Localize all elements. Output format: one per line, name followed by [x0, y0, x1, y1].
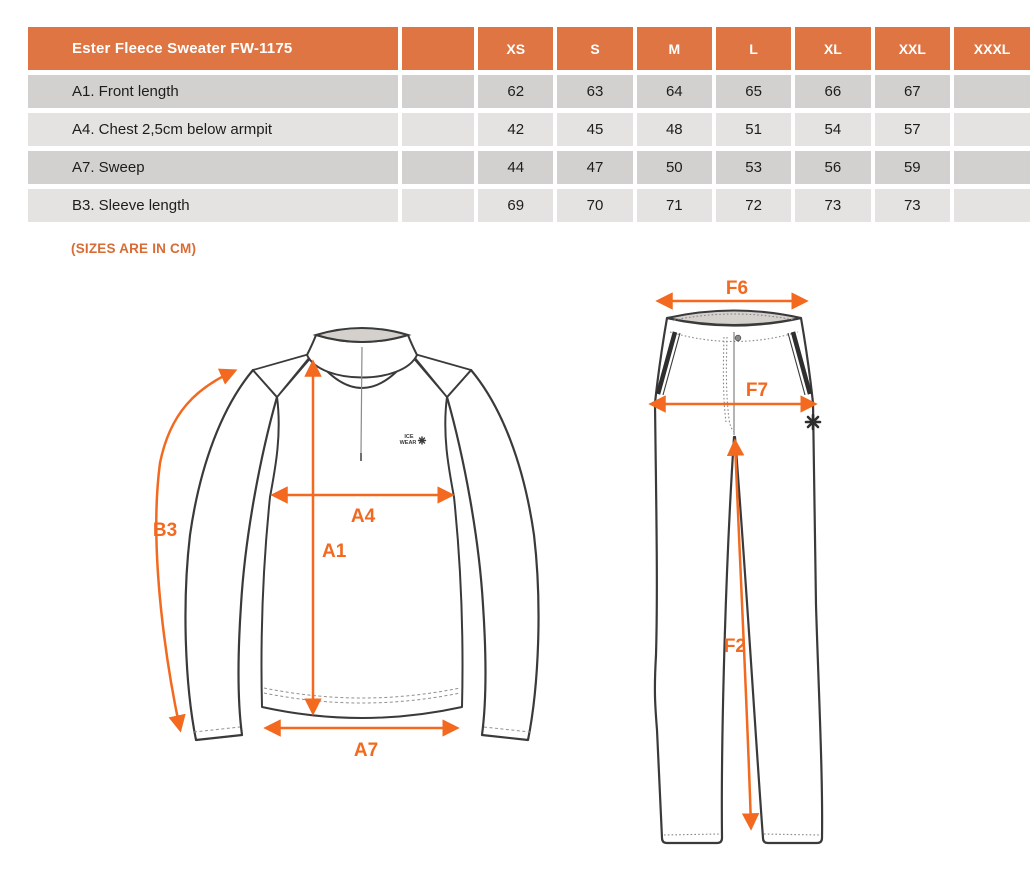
measurement-label-a7: A7 — [353, 740, 379, 761]
size-value — [954, 75, 1030, 108]
table-row — [28, 189, 1030, 222]
size-value: 56 — [795, 151, 870, 184]
size-col-header: XL — [795, 27, 870, 70]
size-col-header: XXXL — [954, 27, 1030, 70]
size-value — [954, 113, 1030, 146]
logo-text-line1: ICE — [404, 434, 414, 440]
size-col-header: XXL — [875, 27, 951, 70]
waist-button — [735, 335, 741, 341]
snowflake-icon — [806, 415, 820, 429]
pants-diagram — [600, 275, 900, 865]
size-value: 70 — [557, 189, 632, 222]
size-value: 54 — [795, 113, 870, 146]
size-value: 64 — [637, 75, 712, 108]
sweater-diagram — [130, 285, 550, 785]
measurement-label-f2: F2 — [723, 636, 746, 657]
snowflake-icon — [419, 437, 426, 444]
row-label: A1. Front length — [28, 75, 398, 108]
table-row — [28, 75, 1030, 108]
size-value: 51 — [716, 113, 791, 146]
size-value: 65 — [716, 75, 791, 108]
size-value: 62 — [478, 75, 553, 108]
size-col-header: M — [637, 27, 712, 70]
table-row — [28, 113, 1030, 146]
row-label: A4. Chest 2,5cm below armpit — [28, 113, 398, 146]
size-value: 67 — [875, 75, 951, 108]
size-value: 44 — [478, 151, 553, 184]
size-value: 50 — [637, 151, 712, 184]
measurement-label-a4: A4 — [350, 506, 376, 527]
size-value: 57 — [875, 113, 951, 146]
gap-cell — [402, 151, 474, 184]
size-value: 69 — [478, 189, 553, 222]
size-value: 47 — [557, 151, 632, 184]
size-value: 72 — [716, 189, 791, 222]
table-row — [28, 151, 1030, 184]
gap-cell — [402, 113, 474, 146]
size-value — [954, 189, 1030, 222]
gap-cell — [402, 75, 474, 108]
header-gap-cell — [402, 27, 474, 70]
measurement-label-a1: A1 — [322, 541, 347, 562]
size-value: 48 — [637, 113, 712, 146]
row-label: A7. Sweep — [28, 151, 398, 184]
size-col-header: S — [557, 27, 632, 70]
measurement-label-f6: F6 — [725, 278, 749, 299]
table-title: Ester Fleece Sweater FW-1175 — [28, 27, 398, 70]
logo-text-line2: WEAR — [399, 440, 417, 446]
gap-cell — [402, 189, 474, 222]
size-value: 63 — [557, 75, 632, 108]
size-value: 73 — [795, 189, 870, 222]
size-value: 66 — [795, 75, 870, 108]
size-table — [24, 22, 1034, 227]
size-col-header: XS — [478, 27, 553, 70]
size-value: 53 — [716, 151, 791, 184]
size-value: 71 — [637, 189, 712, 222]
size-col-header: L — [716, 27, 791, 70]
table-header-row — [28, 27, 1030, 70]
size-value: 42 — [478, 113, 553, 146]
sizes-note: (SIZES ARE IN CM) — [71, 241, 197, 256]
size-value: 73 — [875, 189, 951, 222]
row-label: B3. Sleeve length — [28, 189, 398, 222]
size-value: 59 — [875, 151, 951, 184]
measurement-label-b3: B3 — [152, 520, 178, 541]
measurement-label-f7: F7 — [745, 380, 769, 401]
size-value — [954, 151, 1030, 184]
pants-body — [655, 311, 822, 844]
size-value: 45 — [557, 113, 632, 146]
